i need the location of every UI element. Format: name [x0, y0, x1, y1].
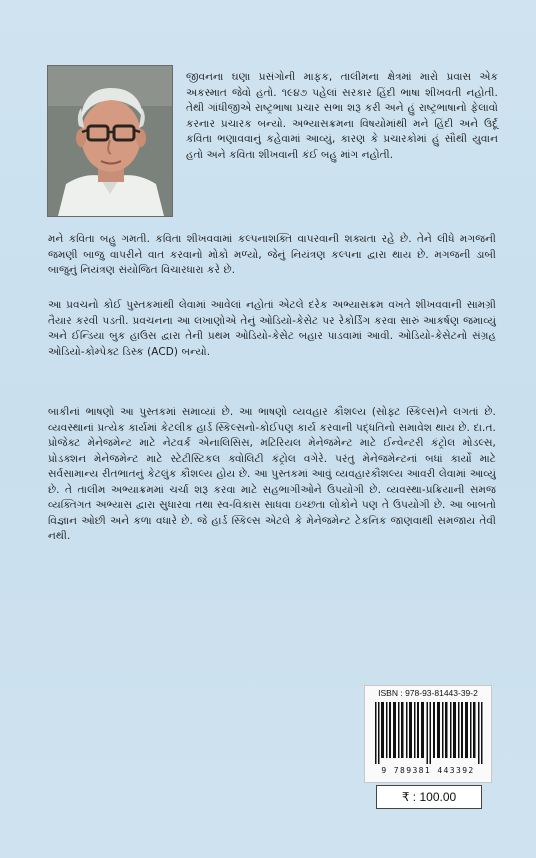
author-photo: [48, 66, 172, 216]
barcode-digits: 9 789381 443392: [381, 766, 475, 775]
paragraph-lectures: આ પ્રવચનો કોઈ પુસ્તકમાંથી લેવામાં આવેલાં નહોતાં એટલે દરેક અભ્યાસક્રમ વખતે શીખવવાની સામગ્રી તૈયાર કરવી પડતી. પ્રવચનના આ લખાણોએ તેનું ઓડિયો-કેસેટ પર રેકોર્ડિંગ કરવા સારું આકર્ષણ જમાવ્યું અને ઈન્ડિયા બુક હાઉસ દ્વારા તેની પ્રથમ ઓડિયો-કેસેટ બહાર પાડવામાં આવી. ઓડિયો-કેસેટનો સંગ્રહ ઓડિયો-કોમ્પેક્ટ ડિસ્ક (ACD) બન્યો.: [48, 299, 496, 358]
paragraph-soft-skills: બાકીનાં ભાષણો આ પુસ્તકમાં સમાવ્યાં છે. આ ભાષણો વ્યવહાર કૌશલ્ય (સોફ્ટ સ્કિલ્સ)ને લગતાં છે. વ્યવસ્થાનાં પ્રત્યેક કાર્યમાં કેટલીક હાર્ડ સ્કિલ્સનો-કોઈપણ કાર્ય કરવાની પદ્ધતિનો સમાવેશ થાય છે. દા.ત. પ્રોજેક્ટ મેનેજમેન્ટ માટે નેટવર્ક એનાલિસિસ, મટિરિયલ મેનેજમેન્ટ માટે ઈન્વેન્ટરી કંટ્રોલ મોડલ્સ, પ્રોડક્શન મેનેજમેન્ટ માટે સ્ટેટીસ્ટિકલ ક્વોલિટી કંટ્રોલ વગેરે. પરંતુ મેનેજમેન્ટનાં બધાં કાર્યો માટે સર્વસામાન્ય રીતભાતનું કેટલુંક કૌશલ્ય હોય છે. આ પુસ્તકમાં આવું વ્યવહારકૌશલ્ય આવરી લેવામાં આવ્યું છે. તે તાલીમ અભ્યાક્રમમાં ચર્ચા શરૂ કરવા માટે સહભાગીઓને ઉપયોગી છે. વ્યવસ્થા-પ્રક્રિયાની સમજ વ્યક્તિગત અભ્યાસ દ્વારા સુધારવા તથા સ્વ-વિકાસ સાધવા ઇચ્છતા લોકોને પણ તે ઉપયોગી છે. આ બાબતો વિજ્ઞાન ઓછી અને કળા વધારે છે. જે હાર્ડ સ્કિલ્સ એટલે કે મેનેજમેન્ટ ટેકનિક જાણવાથી સમજાય તેવી નથી.: [48, 406, 496, 542]
paragraph-poetry: મને કવિતા બહુ ગમતી. કવિતા શીખવવામાં કલ્પનાશક્તિ વાપરવાની શક્યતા રહે છે. તેને લીધે મગજની જમણી બાજુ વાપરીને વાત કરવાનો મોકો મળ્યો, જેનું નિયંત્રણ કલ્પના દ્વારા થાય છે. મગજની ડાબી બાજુનું નિયંત્રણ સંયોજિત વિચારધારા કરે છે.: [48, 233, 496, 276]
barcode-box: [364, 685, 492, 783]
intro-paragraph: જીવનના ઘણા પ્રસંગોની માફક, તાલીમના ક્ષેત્રમાં મારો પ્રવાસ એક અકસ્માત જેવો હતો. ૧૯૪૭ પહેલાં સરકાર હિંદી ભાષા શીખવતી નહોતી. તેથી ગાંધીજીએ રાષ્ટ્રભાષા પ્રચાર સભા શરૂ કરી અને હું રાષ્ટ્રભાષાનો ફેલાવો કરનાર પ્રચારક બન્યો. અભ્યાસક્રમના વિષયોમાંથી મને હિંદી અને ઉર્દૂ કવિતા ભણાવવાનું કહેવામાં આવ્યું, કારણ કે પ્રચારકોમાં હું સૌથી યુવાન હતો અને કવિતા શીખવાની કંઈ બહુ માંગ નહોતી.: [186, 71, 498, 161]
price-label: ₹ : 100.00: [376, 785, 482, 809]
barcode-icon: [373, 702, 485, 764]
isbn-label: ISBN : 978-93-81443-39-2: [378, 688, 478, 698]
